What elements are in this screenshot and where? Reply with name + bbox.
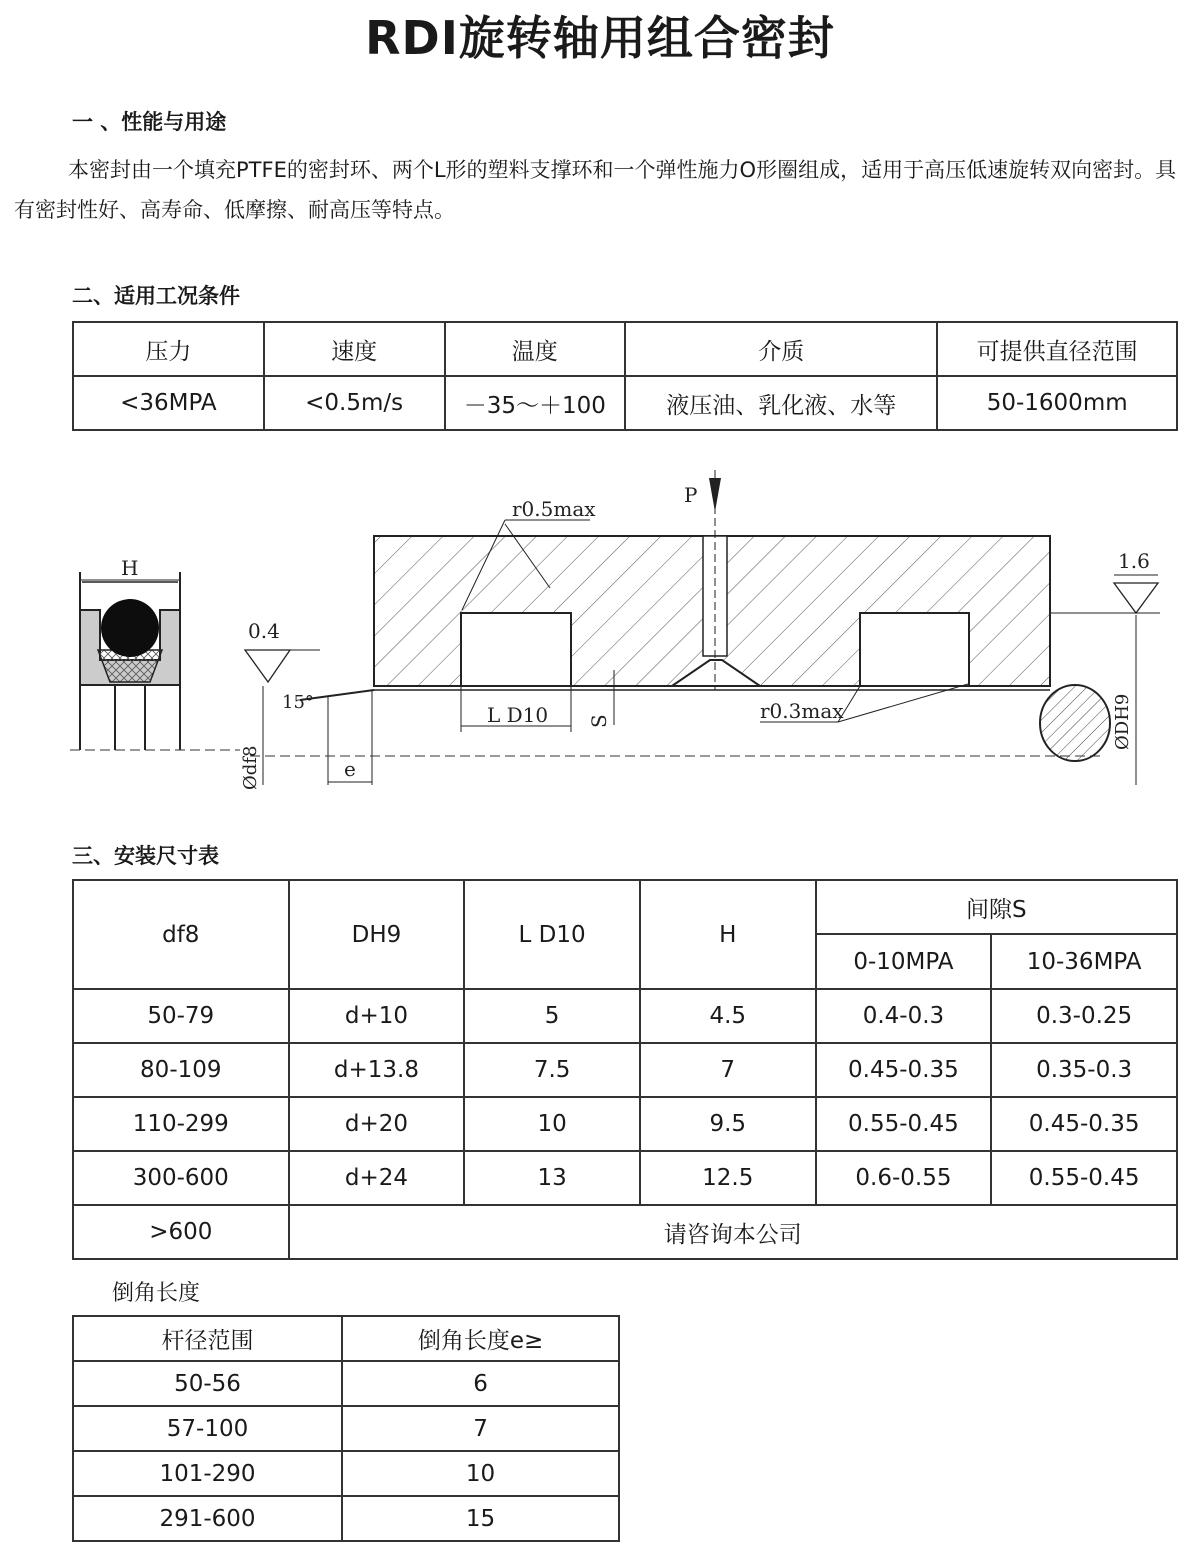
table-cell: d+20 [289, 1097, 465, 1151]
table-cell: 4.5 [640, 989, 816, 1043]
seal-cross-section [70, 572, 240, 750]
table-cell: <0.5m/s [264, 376, 445, 430]
header-cell: DH9 [289, 880, 465, 989]
page-title: RDI旋转轴用组合密封 [365, 11, 835, 65]
table-cell: 300-600 [73, 1151, 289, 1205]
table-row [73, 1043, 1177, 1097]
table-row [73, 1151, 1177, 1205]
table-cell: 7 [640, 1043, 816, 1097]
table-cell: －35～＋100 [445, 376, 626, 430]
table-cell: d+13.8 [289, 1043, 465, 1097]
table-cell: 0.6-0.55 [816, 1151, 992, 1205]
table-row [73, 1205, 1177, 1259]
label-r05max: r0.5max [512, 497, 596, 521]
table-cell: d+24 [289, 1151, 465, 1205]
section-heading-dimensions: 三、安装尺寸表 [72, 844, 219, 868]
table-cell: 13 [464, 1151, 640, 1205]
header-cell: 杆径范围 [73, 1316, 342, 1361]
header-cell: 0-10MPA [816, 934, 992, 989]
header-cell: df8 [73, 880, 289, 989]
label-roughness-right: 1.6 [1118, 549, 1150, 573]
table-row [73, 1406, 619, 1451]
table-cell: 0.4-0.3 [816, 989, 992, 1043]
table-cell: 15 [342, 1496, 619, 1541]
table-cell: <36MPA [73, 376, 264, 430]
table-cell: 7.5 [464, 1043, 640, 1097]
table-cell: 50-56 [73, 1361, 342, 1406]
description-paragraph: 本密封由一个填充PTFE的密封环、两个L形的塑料支撑环和一个弹性施力O形圈组成，适用于高压低速旋转双向密封。具有密封性好、高寿命、低摩擦、耐高压等特点。 [14, 158, 1177, 222]
header-cell: 倒角长度e≥ [342, 1316, 619, 1361]
conditions-table [72, 321, 1178, 431]
table-cell: d+10 [289, 989, 465, 1043]
table-cell: 7 [342, 1406, 619, 1451]
header-cell: L D10 [464, 880, 640, 989]
table-cell: 5 [464, 989, 640, 1043]
header-cell: H [640, 880, 816, 989]
installation-dimensions-table [72, 879, 1178, 1260]
header-cell: 压力 [73, 322, 264, 376]
table-cell: 101-290 [73, 1451, 342, 1496]
label-r03max: r0.3max [760, 699, 844, 723]
table-cell: 57-100 [73, 1406, 342, 1451]
chamfer-label: 倒角长度 [112, 1281, 201, 1306]
table-cell: 6 [342, 1361, 619, 1406]
table-cell: 80-109 [73, 1043, 289, 1097]
label-ld10: L D10 [487, 703, 549, 727]
section-heading-performance: 一 、性能与用途 [72, 110, 227, 134]
label-roughness-left: 0.4 [248, 619, 280, 643]
table-row [73, 1097, 1177, 1151]
table-cell: 10 [342, 1451, 619, 1496]
table-cell-note: 请咨询本公司 [289, 1205, 1177, 1259]
table-cell: 10 [464, 1097, 640, 1151]
table-row [73, 376, 1177, 430]
table-header-row [73, 880, 1177, 934]
table-cell: 50-1600mm [937, 376, 1177, 430]
label-dh9: ØDH9 [1112, 693, 1133, 750]
table-header-row [73, 1316, 619, 1361]
table-row [73, 1451, 619, 1496]
table-row [73, 1361, 619, 1406]
table-cell: 0.45-0.35 [991, 1097, 1177, 1151]
chamfer-length-table [72, 1315, 620, 1542]
header-cell: 速度 [264, 322, 445, 376]
table-cell: 12.5 [640, 1151, 816, 1205]
table-cell: 0.55-0.45 [991, 1151, 1177, 1205]
label-h: H [121, 556, 139, 580]
header-cell: 间隙S [816, 880, 1177, 934]
table-header-row [73, 322, 1177, 376]
table-cell: 液压油、乳化液、水等 [625, 376, 937, 430]
header-cell: 介质 [625, 322, 937, 376]
housing-section [374, 470, 1050, 690]
label-df8: Ødf8 [240, 745, 261, 790]
table-cell: 0.35-0.3 [991, 1043, 1177, 1097]
table-cell: 291-600 [73, 1496, 342, 1541]
section-heading-conditions: 二、适用工况条件 [72, 284, 240, 308]
table-cell: 50-79 [73, 989, 289, 1043]
table-cell: >600 [73, 1205, 289, 1259]
table-cell: 110-299 [73, 1097, 289, 1151]
table-cell: 0.55-0.45 [816, 1097, 992, 1151]
header-cell: 10-36MPA [991, 934, 1177, 989]
table-cell: 9.5 [640, 1097, 816, 1151]
seal-installation-drawing [0, 450, 1200, 800]
table-row [73, 989, 1177, 1043]
header-cell: 可提供直径范围 [937, 322, 1177, 376]
header-cell: 温度 [445, 322, 626, 376]
label-p: P [684, 483, 698, 507]
table-cell: 0.45-0.35 [816, 1043, 992, 1097]
label-angle: 15° [282, 692, 314, 713]
label-e: e [344, 757, 356, 781]
table-row [73, 1496, 619, 1541]
label-s: S [587, 714, 611, 728]
table-cell: 0.3-0.25 [991, 989, 1177, 1043]
